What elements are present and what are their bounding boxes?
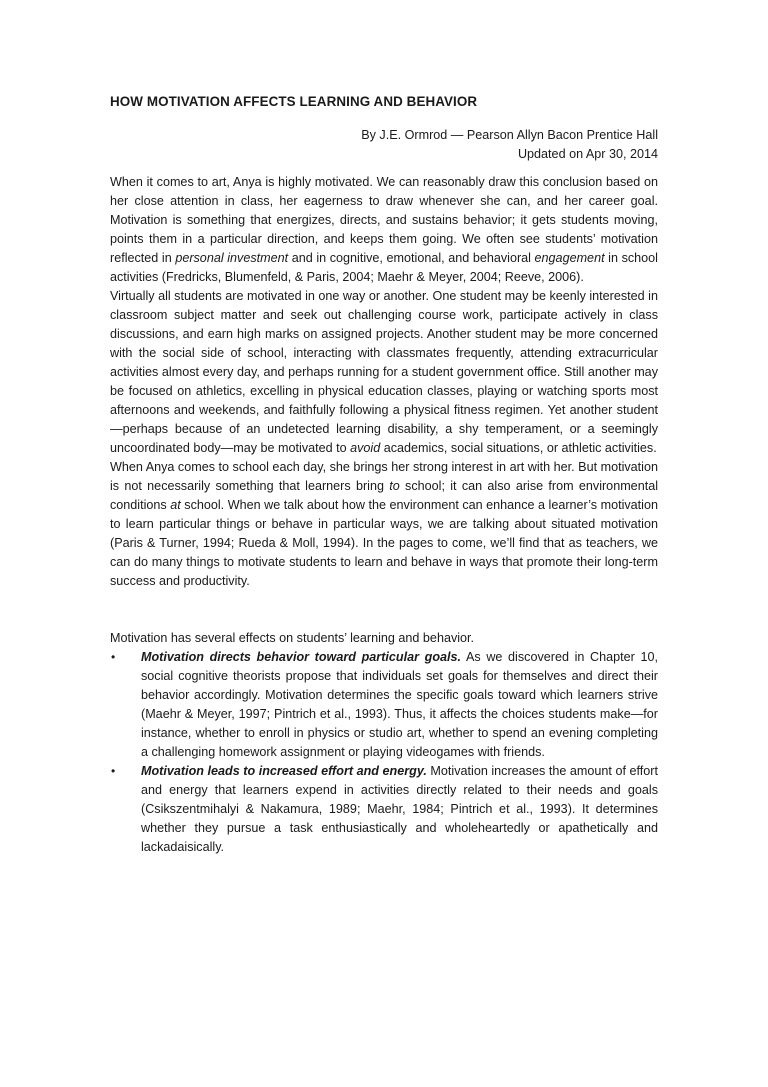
effects-list xyxy=(110,648,658,857)
paragraph-2: Virtually all students are motivated in one way or another. One student may be keenly interested in classroom subject matter and seek out challenging course work, participate actively in class discussions, and earn high marks on assigned projects. Another student may be more concerned with the social side of school, interacting with classmates frequently, attending extracurricular activities almost every day, and perhaps running for a student government office. Still another may be focused on athletics, excelling in physical education classes, playing or watching sports most afternoons and weekends, and faithfully following a physical fitness regimen. Yet another student—perhaps because of an undetected learning disability, a shy temperament, or a seemingly uncoordinated body—may be motivated to avoid academics, social situations, or athletic activities. xyxy=(110,289,658,455)
list-item xyxy=(110,762,658,857)
document-page xyxy=(110,92,658,857)
list-item xyxy=(110,648,658,762)
effects-intro: Motivation has several effects on students’ learning and behavior. xyxy=(110,631,475,645)
bullet-lead: Motivation leads to increased effort and energy. xyxy=(141,764,427,778)
bullet-text: As we discovered in Chapter 10, social cognitive theorists propose that individuals set goals for themselves and direct their behavior accordingly. Motivation determines the specific goals toward which learners strive (Maehr & Meyer, 1997; Pintrich et al., 1993). Thus, it affects the choices students make—for instance, whether to enroll in physics or studio art, whether to spend an evening completing a challenging homework assignment or playing videogames with friends. xyxy=(141,650,658,759)
bullet-text: Motivation increases the amount of effort and energy that learners expend in activities directly related to their needs and goals (Csikszentmihalyi & Nakamura, 1989; Maehr, 1984; Pintrich et al., 1993). It determines whether they pursue a task enthusiastically and wholeheartedly or apathetically and lackadaisically. xyxy=(141,764,658,854)
updated-date: Updated on Apr 30, 2014 xyxy=(517,147,658,161)
paragraph-3: When Anya comes to school each day, she brings her strong interest in art with her. But motivation is not necessarily something that learners bring to school; it can also arise from environmental conditions at school. When we talk about how the environment can enhance a learner’s motivation to learn particular things or behave in particular ways, we are talking about situated motivation (Paris & Turner, 1994; Rueda & Moll, 1994). In the pages to come, we’ll find that as teachers, we can do many things to motivate students to learn and behave in ways that promote their long-term success and productivity. xyxy=(110,460,658,588)
bullet-lead: Motivation directs behavior toward particular goals. xyxy=(141,650,462,664)
author-byline: By J.E. Ormrod — Pearson Allyn Bacon Prentice Hall xyxy=(361,128,658,142)
paragraph-1: When it comes to art, Anya is highly motivated. We can reasonably draw this conclusion based on her close attention in class, her eagerness to draw whenever she can, and her career goal. Motivation is something that energizes, directs, and sustains behavior; it gets students moving, points them in a particular direction, and keeps them going. We often see students’ motivation reflected in personal investment and in cognitive, emotional, and behavioral engagement in school activities (Fredricks, Blumenfeld, & Paris, 2004; Maehr & Meyer, 2004; Reeve, 2006). xyxy=(110,175,658,284)
document-title: HOW MOTIVATION AFFECTS LEARNING AND BEHAVIOR xyxy=(110,94,478,109)
bullet-icon: • xyxy=(111,764,116,778)
bullet-icon: • xyxy=(111,650,116,664)
